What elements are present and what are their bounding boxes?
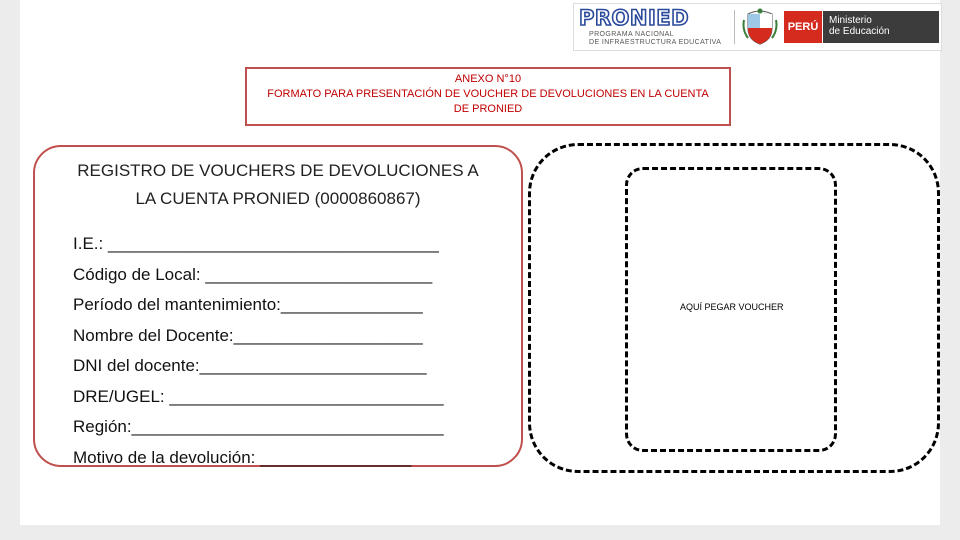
pronied-logo: [579, 6, 729, 48]
ministry-badge: [823, 11, 939, 43]
ministry-line-2: de Educación: [829, 26, 890, 37]
field-periodo[interactable]: Período del mantenimiento:_______________: [73, 295, 423, 314]
field-nombre-docente[interactable]: Nombre del Docente:____________________: [73, 325, 423, 345]
coat-of-arms-icon: [742, 8, 778, 46]
field-ie[interactable]: I.E.: ___________________________________: [73, 234, 439, 253]
voucher-label: AQUÍ PEGAR VOUCHER: [680, 302, 784, 312]
field-dni-docente[interactable]: DNI del docente:________________________: [73, 356, 427, 375]
ministry-line-1: Ministerio: [829, 15, 872, 26]
field-codigo-local[interactable]: Código de Local: ________________________: [73, 264, 433, 284]
form-fields: [73, 229, 444, 473]
annex-title-box: [245, 67, 731, 126]
registration-form-box: [33, 145, 523, 467]
form-title-line-2: LA CUENTA PRONIED (0000860867): [135, 189, 421, 208]
peru-badge: PERÚ: [784, 11, 822, 43]
form-title-line-1: REGISTRO DE VOUCHERS DE DEVOLUCIONES A: [77, 161, 479, 180]
field-dre-ugel[interactable]: DRE/UGEL: _____________________________: [73, 386, 444, 406]
pronied-subtitle-1: PROGRAMA NACIONAL: [589, 31, 674, 38]
annex-description-1: FORMATO PARA PRESENTACIÓN DE VOUCHER DE DEVOLUCIONES EN LA CUENTA: [267, 88, 709, 100]
header-logos: [573, 3, 942, 51]
form-title: [35, 157, 521, 213]
annex-description-2: DE PRONIED: [453, 103, 523, 115]
logo-divider: [734, 10, 735, 44]
pronied-subtitle-2: DE INFRAESTRUCTURA EDUCATIVA: [589, 39, 722, 46]
field-region[interactable]: Región:_________________________________: [73, 417, 444, 436]
annex-number: ANEXO N°10: [454, 73, 522, 85]
field-motivo[interactable]: Motivo de la devolución: ________________: [73, 447, 412, 467]
pronied-logo-text: PRONIED: [579, 6, 690, 30]
